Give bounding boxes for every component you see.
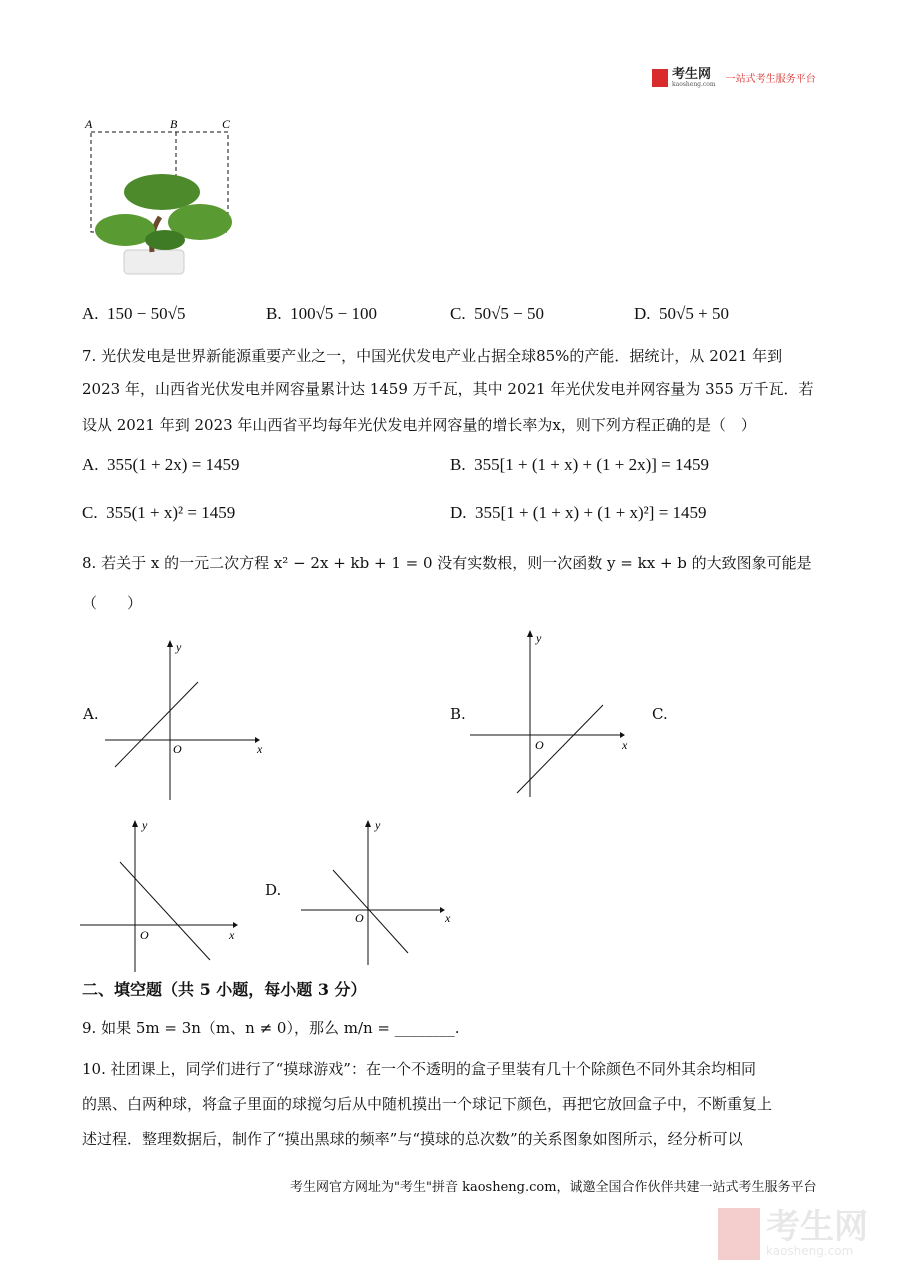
y-label: y [176, 640, 182, 654]
q6-option-c[interactable] [450, 304, 544, 324]
y-arrow-icon [167, 640, 173, 647]
option-text: 355[1 + (1 + x) + (1 + x)²] = 1459 [475, 503, 707, 522]
option-label: D. [634, 304, 651, 323]
bonsai-figure [80, 112, 240, 282]
x-label: x [445, 911, 451, 925]
q10-line: 10. 社团课上，同学们进行了“摸球游戏”：在一个不透明的盒子里装有几十个除颜色不同外其余均相同 [82, 1060, 756, 1078]
origin-label: O [535, 738, 544, 752]
q6-option-d[interactable] [634, 304, 729, 324]
y-label: y [536, 631, 542, 645]
header-slogan: 一站式考生服务平台 [725, 74, 816, 86]
x-label: x [622, 738, 628, 752]
q7-option-b[interactable] [450, 455, 709, 475]
function-line [333, 870, 408, 953]
q8-label-b[interactable]: B. [450, 705, 466, 723]
graph-c [75, 815, 245, 975]
graph-b [465, 625, 635, 800]
option-label: D. [450, 503, 467, 522]
q7-option-a[interactable] [82, 455, 240, 475]
option-text: 355(1 + 2x) = 1459 [107, 455, 240, 474]
origin-label: O [140, 928, 149, 942]
option-label: B. [266, 304, 282, 323]
logo-text: 考生网 [672, 67, 712, 82]
q6-option-a[interactable] [82, 304, 185, 324]
y-arrow-icon [527, 630, 533, 637]
option-text: 50√5 + 50 [659, 304, 729, 323]
fig-label-b: B [170, 117, 178, 131]
option-text: 100√5 − 100 [290, 304, 378, 323]
foliage [124, 174, 200, 210]
origin-label: O [355, 911, 364, 925]
logo-icon [652, 69, 668, 87]
q9-text: 9. 如果 5m = 3n（m、n ≠ 0），那么 m/n = ________. [82, 1019, 460, 1037]
fig-label-c: C [222, 117, 231, 131]
watermark-logo [718, 1208, 868, 1260]
footer-text: 考生网官方网址为"考生"拼音 kaosheng.com，诚邀全国合作伙伴共建一站式考生服务平台 [290, 1180, 817, 1195]
q10-line: 的黑、白两种球，将盒子里面的球搅匀后从中随机摸出一个球记下颜色，再把它放回盒子中，不断重复上 [82, 1095, 773, 1113]
option-text: 150 − 50√5 [107, 304, 186, 323]
y-arrow-icon [132, 820, 138, 827]
watermark-url: kaosheng.com [766, 1244, 854, 1258]
option-label: C. [82, 503, 98, 522]
q7-line: 设从 2021 年到 2023 年山西省平均每年光伏发电并网容量的增长率为x，则下列方程正确的是（ ） [82, 416, 756, 434]
option-text: 50√5 − 50 [474, 304, 545, 323]
y-arrow-icon [365, 820, 371, 827]
watermark-icon [718, 1208, 760, 1260]
function-line [115, 682, 198, 767]
option-text: 355[1 + (1 + x) + (1 + 2x)] = 1459 [474, 455, 709, 474]
q6-option-b[interactable] [266, 304, 377, 324]
q7-line: 2023 年，山西省光伏发电并网容量累计达 1459 万千瓦，其中 2021 年光伏发电并网容量为 355 万千瓦．若 [82, 380, 814, 398]
option-label: C. [450, 304, 466, 323]
q7-option-c[interactable] [82, 503, 235, 523]
y-label: y [142, 818, 148, 832]
foliage [145, 230, 185, 250]
pot [124, 250, 184, 274]
x-label: x [229, 928, 235, 942]
option-label: A. [82, 455, 99, 474]
section-heading: 二、填空题（共 5 小题，每小题 3 分） [82, 980, 367, 999]
q8-label-a[interactable]: A. [83, 705, 99, 723]
logo-url: kaosheng.com [672, 80, 716, 88]
function-line [120, 862, 210, 960]
graph-d [298, 815, 458, 970]
option-text: 355(1 + x)² = 1459 [106, 503, 236, 522]
q8-label-d[interactable]: D. [265, 881, 282, 899]
header-logo [652, 68, 816, 88]
graph-a [100, 635, 270, 805]
origin-label: O [173, 742, 182, 756]
watermark-text: 考生网 [766, 1207, 868, 1247]
x-label: x [257, 742, 263, 756]
q7-line: 7. 光伏发电是世界新能源重要产业之一，中国光伏发电产业占据全球85%的产能．据统计，从 2021 年到 [82, 347, 783, 365]
q8-label-c[interactable]: C. [652, 705, 668, 723]
q8-line: 8. 若关于 x 的一元二次方程 x² − 2x + kb + 1 = 0 没有实数根，则一次函数 y = kx + b 的大致图象可能是 [82, 554, 812, 572]
option-label: A. [82, 304, 99, 323]
option-label: B. [450, 455, 466, 474]
fig-label-a: A [85, 117, 93, 131]
q10-line: 述过程．整理数据后，制作了“摸出黑球的频率”与“摸球的总次数”的关系图象如图所示，经分析可以 [82, 1130, 743, 1148]
q7-option-d[interactable] [450, 503, 707, 523]
y-label: y [375, 818, 381, 832]
logo-text-stack [672, 68, 716, 88]
q8-line: （ ） [82, 594, 143, 612]
